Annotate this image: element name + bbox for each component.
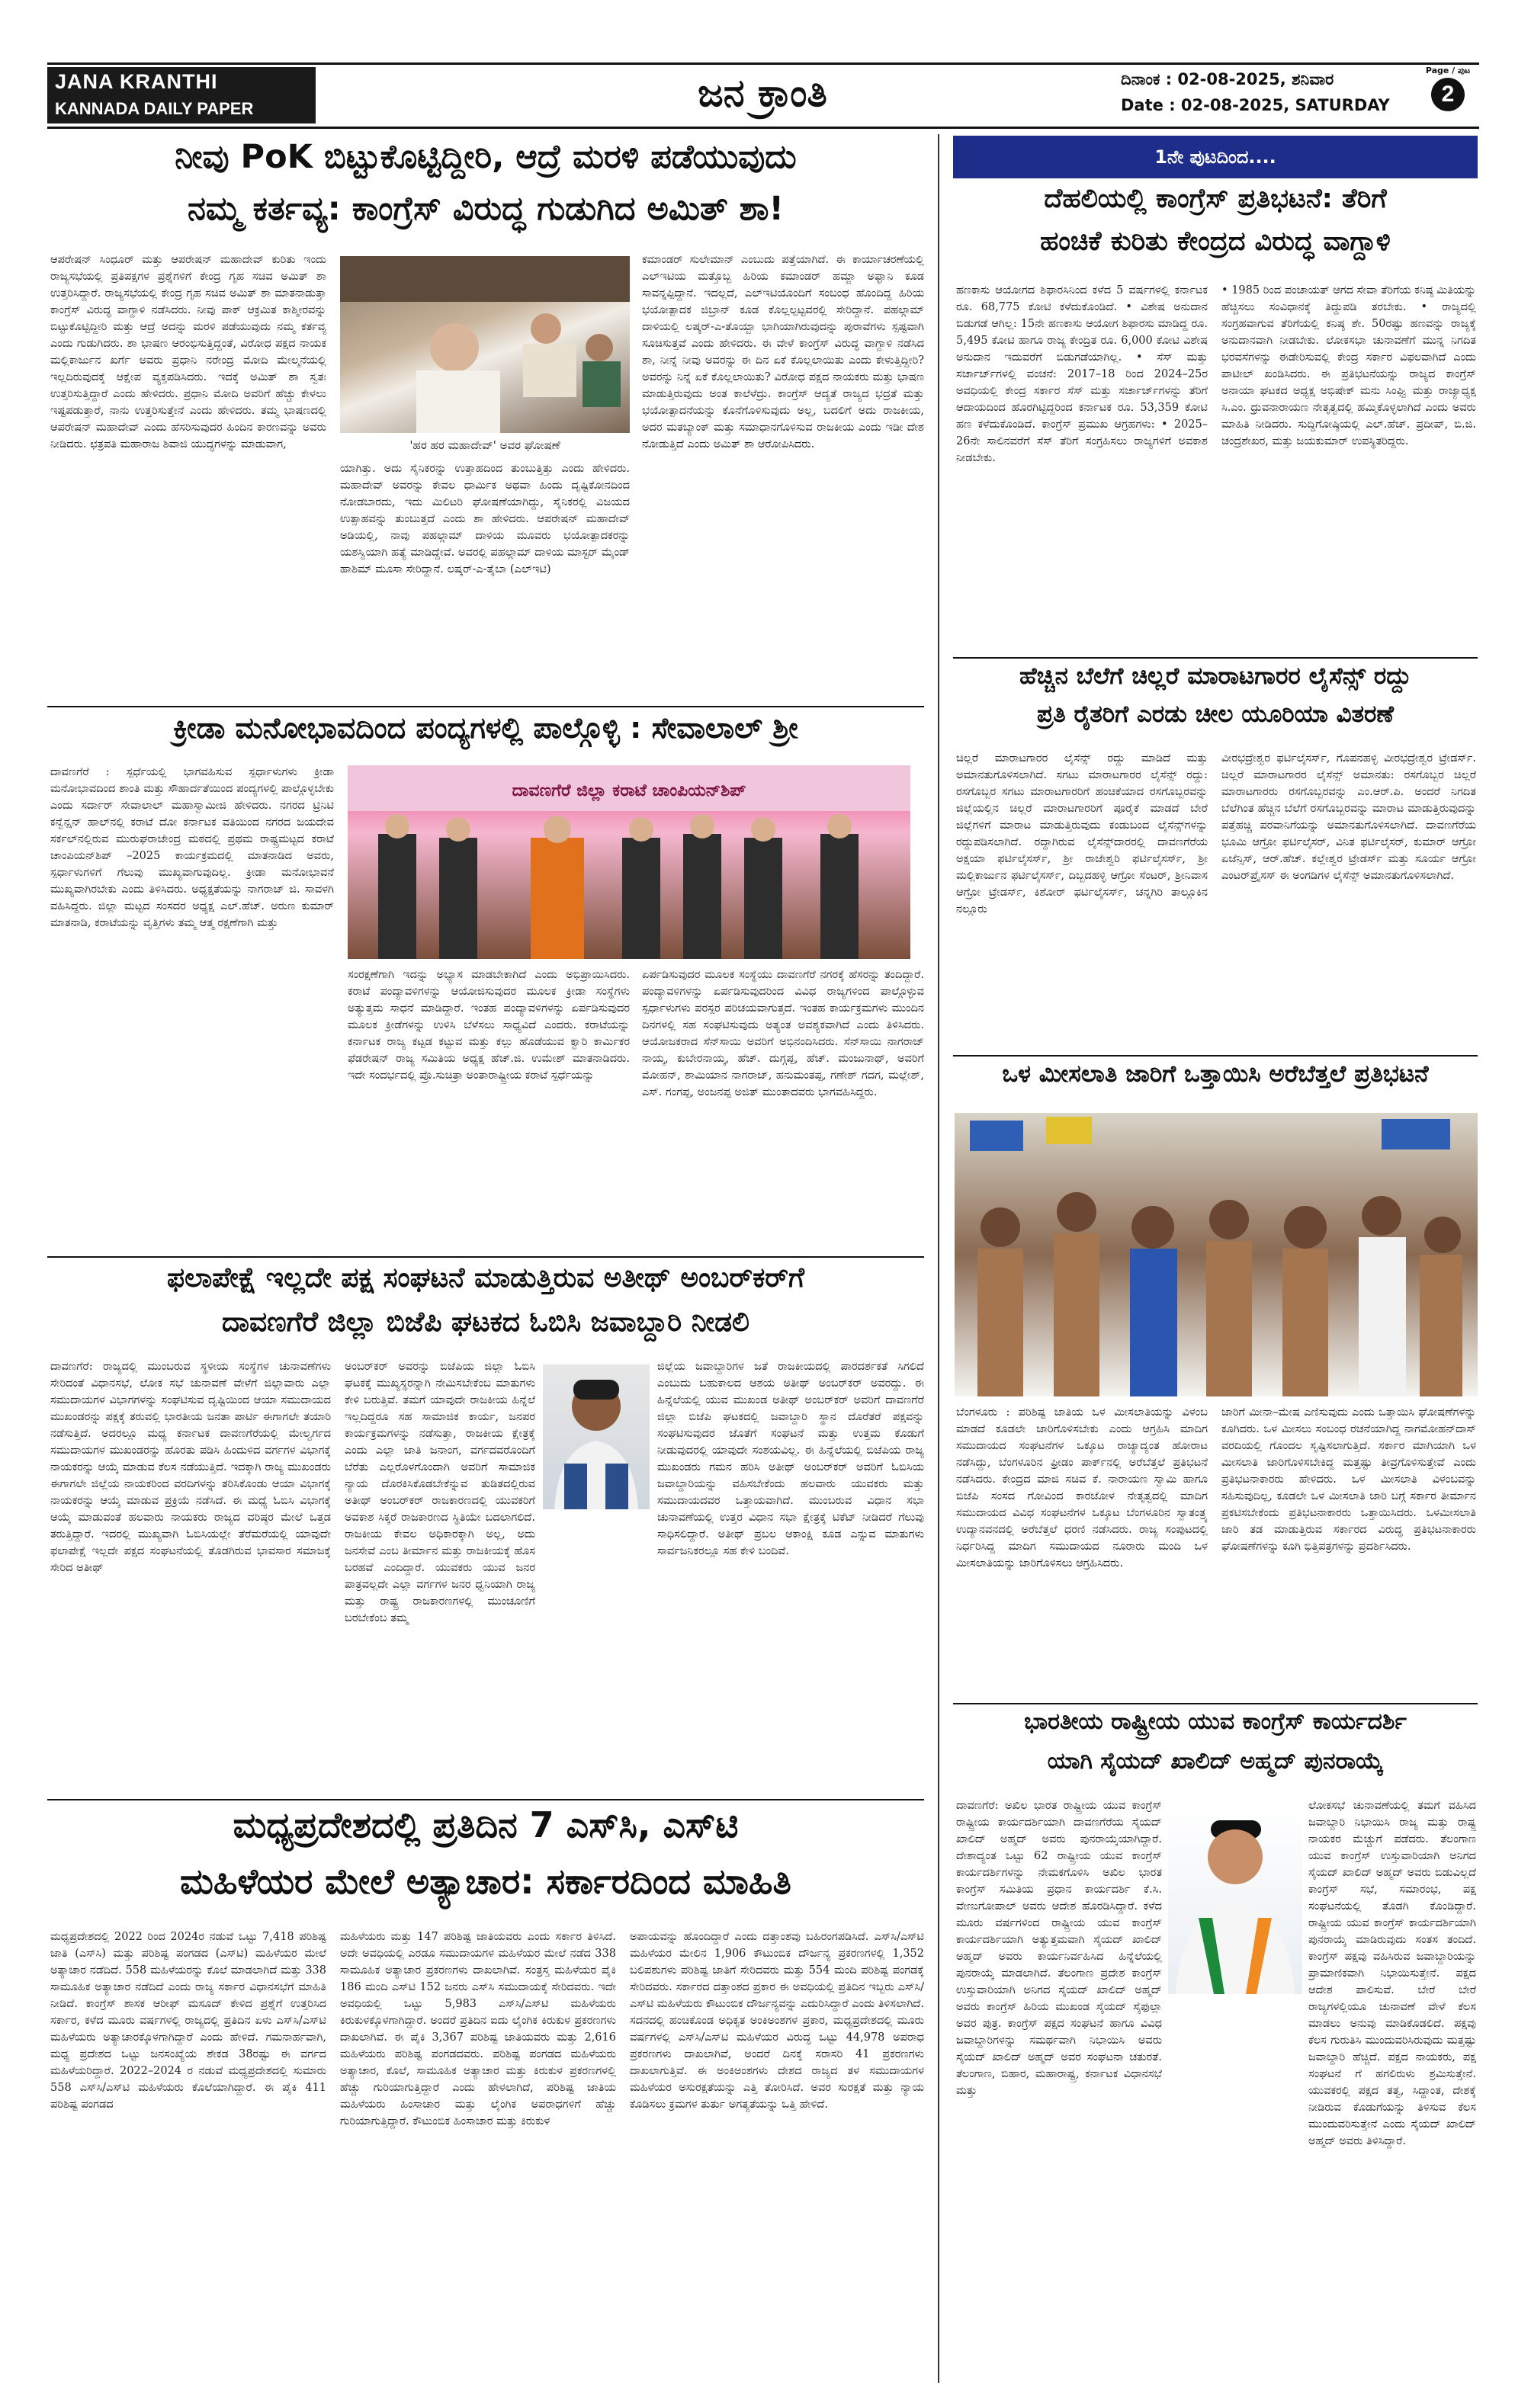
divider (47, 1799, 924, 1800)
bjp-obc-headline-2: ದಾವಣಗೆರೆ ಜಿಲ್ಲಾ ಬಿಜೆಪಿ ಘಟಕದ ಓಬಿಸಿ ಜವಾಬ್ದಾರಿ ನೀಡಲಿ (222, 1307, 749, 1338)
khalid-ahmed-portrait-photo (1168, 1804, 1302, 1994)
mp-col-3: ಅಪಾಯವನ್ನು ಹೊಂದಿದ್ದಾರೆ ಎಂದು ದತ್ತಾಂಶವು ಬಹಿರಂಗಪಡಿಸಿದೆ. ಎಸ್‌ಸಿ/ಎಸ್‌ಟಿ ಮಹಿಳೆಯರ ಮೇಲಿನ 1,906 ಕೌಟುಂಬಿಕ ದೌರ್ಜನ್ಯ ಪ್ರಕರಣಗಳಲ್ಲಿ 1,352 ಬಲಿಪಶುಗಳು ಪರಿಶಿಷ್ಟ ಜಾತಿಗೆ ಸೇರಿದವರು ಮತ್ತು 554 ಮಂದಿ ಪರಿಶಿಷ್ಟ ಪಂಗಡಕ್ಕೆ ಸೇರಿದವರು. ಸರ್ಕಾರದ ದತ್ತಾಂಶದ ಪ್ರಕಾರ ಈ ಅವಧಿಯಲ್ಲಿ ಪ್ರತಿದಿನ ಇಬ್ಬರು ಎಸ್‌ಸಿ/ಎಸ್‌ಟಿ ಮಹಿಳೆಯರು ಕೌಟುಂಬಿಕ ದೌರ್ಜನ್ಯವನ್ನು ಎದುರಿಸಿದ್ದಾರೆ ಎಂದು ತಿಳಿಸಲಾಗಿದೆ. ಸದನದಲ್ಲಿ ಹಂಚಿಕೊಂಡ ಅಧಿಕೃತ ಅಂಕಿಅಂಶಗಳ ಪ್ರಕಾರ, ಮಧ್ಯಪ್ರದೇಶದಲ್ಲಿ ಮೂರು ವರ್ಷಗಳಲ್ಲಿ ಎಸ್‌ಸಿ/ಎಸ್‌ಟಿ ಮಹಿಳೆಯರ ವಿರುದ್ಧ ಒಟ್ಟು 44,978 ಅಪರಾಧ ಪ್ರಕರಣಗಳು ದಾಖಲಾಗಿವೆ, ಅಂದರೆ ದಿನಕ್ಕೆ ಸರಾಸರಿ 41 ಪ್ರಕರಣಗಳು ದಾಖಲಾಗುತ್ತಿವೆ. ಈ ಅಂಕಿಅಂಶಗಳು ದೇಶದ ರಾಜ್ಯದ ತಳ ಸಮುದಾಯಗಳ ಮಹಿಳೆಯರ ಅಸುರಕ್ಷತೆಯನ್ನು ಎತ್ತಿ ತೋರಿಸಿದೆ. ಅವರ ಸುರಕ್ಷತೆ ಮತ್ತು ನ್ಯಾಯ ಕೊಡಿಸಲು ಕ್ರಮಗಳ ತುರ್ತು ಅಗತ್ಯತೆಯನ್ನು ಒತ್ತಿ ಹೇಳಿದೆ. (630, 1931, 924, 2111)
youth-congress-headline-2: ಯಾಗಿ ಸೈಯದ್ ಖಾಲಿದ್ ಅಹ್ಮದ್ ಪುನರಾಯ್ಕೆ (1047, 1748, 1384, 1775)
amit-shah-headline-1: ನೀವು PoK ಬಿಟ್ಟುಕೊಟ್ಟಿದ್ದೀರಿ, ಆದ್ರೆ ಮರಳಿ ಪಡೆಯುವುದು (175, 138, 797, 176)
delhi-headline-2: ಹಂಚಿಕೆ ಕುರಿತು ಕೇಂದ್ರದ ವಿರುದ್ಧ ವಾಗ್ದಾಳಿ (1040, 226, 1391, 257)
brand-tagline: KANNADA DAILY PAPER (55, 99, 254, 118)
person-portrait-icon (1168, 1804, 1302, 1994)
continued-from-page-1-bar: 1ನೇ ಪುಟದಿಂದ.... (953, 136, 1478, 178)
parliament-scene-icon (340, 256, 630, 433)
bjp-obc-col-3: ಜಿಲ್ಲೆಯ ಜವಾಬ್ದಾರಿಗಳ ಜತೆ ರಾಜಕೀಯದಲ್ಲಿ ಪಾರದರ್ಶಕತೆ ಸಿಗಲಿದೆ ಎಂಬುದು ಬಹುಕಾಲದ ಆಶಯ ಅತೀಥ್ ಅಂಬರ್‌ಕರ್ ಅವರದ್ದು. ಈ ಹಿನ್ನೆಲೆಯಲ್ಲಿ ಯುವ ಮುಖಂಡ ಅತೀಥ್ ಅಂಬರ್‌ಕರ್ ಅವರಿಗೆ ದಾವಣಗೆರೆ ಜಿಲ್ಲಾ ಬಿಜೆಪಿ ಘಟಕದಲ್ಲಿ ಜವಾಬ್ದಾರಿ ಸ್ಥಾನ ದೊರೆತರೆ ಪಕ್ಷವನ್ನು ಸಂಘಟಿಸುವುದರ ಜೊತೆಗೆ ಸಂಘಟನೆ ಮತ್ತು ಉತ್ತಮ ಕೊಡುಗೆ ನೀಡುವುದರಲ್ಲಿ ಯಾವುದೇ ಸಂಶಯವಿಲ್ಲ. ಈ ಹಿನ್ನೆಲೆಯಲ್ಲಿ ಬಿಜೆಪಿಯ ರಾಜ್ಯ ಮುಖಂಡರು ಗಮನ ಹರಿಸಿ ಅತೀಥ್ ಅಂಬರ್‌ಕರ್ ಅವರಿಗೆ ಓಬಿಸಿಯ ಜವಾಬ್ದಾರಿಯನ್ನು ವಹಿಸಬೇಕೆಂದು ಹಲವಾರು ಯುವಕರು ಮತ್ತು ಸಮುದಾಯದವರ ಒತ್ತಾಯವಾಗಿದೆ. ಮುಂಬರುವ ವಿಧಾನ ಸಭಾ ಚುನಾವಣೆಯಲ್ಲಿ ಉತ್ತರ ವಿಧಾನ ಸಭಾ ಕ್ಷೇತ್ರಕ್ಕೆ ಟಿಕೆಟ್ ನೀಡಿದರೆ ಗೆಲುವು ಸಾಧಿಸಲಿದ್ದಾರೆ. ಅತೀಥ್ ಪ್ರಬಲ ಆಕಾಂಕ್ಷಿ ಕೂಡ ಎನ್ನುವ ಮಾತುಗಳು ಸಾರ್ವಜನಿಕರಲ್ಲೂ ಸಹ ಕೇಳಿ ಬಂದಿವೆ. (657, 1361, 924, 1557)
youth-congress-col-1: ದಾವಣಗೆರೆ: ಅಖಿಲ ಭಾರತ ರಾಷ್ಟ್ರೀಯ ಯುವ ಕಾಂಗ್ರೆಸ್ ರಾಷ್ಟ್ರೀಯ ಕಾರ್ಯದರ್ಶಿಯಾಗಿ ದಾವಣಗೆರೆಯ ಸೈಯದ್ ಖಾಲಿದ್ ಅಹ್ಮದ್ ಅವರು ಪುನರಾಯ್ಕೆಯಾಗಿದ್ದಾರೆ. ದೇಶಾದ್ಯಂತ ಒಟ್ಟು 62 ರಾಷ್ಟ್ರೀಯ ಯುವ ಕಾಂಗ್ರೆಸ್ ಕಾರ್ಯದರ್ಶಿಗಳನ್ನು ನೇಮಕಗೊಳಿಸಿ ಅಖಿಲ ಭಾರತ ಕಾಂಗ್ರೆಸ್ ಸಮಿತಿಯ ಪ್ರಧಾನ ಕಾರ್ಯದರ್ಶಿ ಕೆ.ಸಿ. ವೇಣುಗೋಪಾಲ್ ಅವರು ಆದೇಶ ಹೊರಡಿಸಿದ್ದಾರೆ. ಕಳೆದ ಮೂರು ವರ್ಷಗಳಿಂದ ರಾಷ್ಟ್ರೀಯ ಯುವ ಕಾಂಗ್ರೆಸ್ ಕಾರ್ಯದರ್ಶಿಯಾಗಿ ಅತ್ಯುತ್ತಮವಾಗಿ ಸೈಯದ್ ಖಾಲಿದ್ ಅಹ್ಮದ್ ಅವರು ಕಾರ್ಯನಿರ್ವಹಿಸಿದ ಹಿನ್ನೆಲೆಯಲ್ಲಿ ಪುನರಾಯ್ಕೆ ಮಾಡಲಾಗಿದೆ. ತೆಲಂಗಾಣ ಪ್ರದೇಶ ಕಾಂಗ್ರೆಸ್ ಉಸ್ತುವಾರಿಯಾಗಿ ಅನಿಗದ ಸೈಯದ್ ಖಾಲಿದ್ ಅಹ್ಮದ್ ಅವರು ಕಾಂಗ್ರೆಸ್ ಹಿರಿಯ ಮುಖಂಡ ಸೈಯದ್ ಸೈಫುಲ್ಲಾ ಅವರ ಪುತ್ರ. ಕಾಂಗ್ರೆಸ್ ಪಕ್ಷದ ಸಂಘಟನೆ ಹಾಗೂ ವಿವಿಧ ಜವಾಬ್ದಾರಿಗಳನ್ನು ಸಮರ್ಥವಾಗಿ ನಿಭಾಯಿಸಿ ಅವರು ಸೈಯದ್ ಖಾಲಿದ್ ಅಹ್ಮದ್ ಅವರ ಸಂಘಟನಾ ಚತುರತೆ. ತೆಲಂಗಾಣ, ಬಿಹಾರ, ಮಹಾರಾಷ್ಟ್ರ, ಕರ್ನಾಟಕ ವಿಧಾನಸಭೆ ಮತ್ತು (956, 1800, 1162, 2097)
divider (953, 1055, 1478, 1057)
amit-shah-caption: 'ಹರ ಹರ ಮಹಾದೇವ್' ಅವರ ಘೋಷಣೆ (409, 438, 560, 452)
person-portrait-icon (543, 1364, 650, 1509)
delhi-col-1: ಹಣಕಾಸು ಆಯೋಗದ ಶಿಫಾರಸಿನಿಂದ ಕಳೆದ 5 ವರ್ಷಗಳಲ್ಲಿ ಕರ್ನಾಟಕ ರೂ. 68,775 ಕೋಟಿ ಕಳೆದುಕೊಂಡಿದೆ. • ವಿಶೇಷ ಅನುದಾನ ಬಿಡುಗಡೆ ಆಗಿಲ್ಲ: 15ನೇ ಹಣಕಾಸು ಆಯೋಗ ಶಿಫಾರಸು ಮಾಡಿದ್ದ ರೂ. 5,495 ಕೋಟಿ ಹಾಗೂ ರಾಜ್ಯ ಕೇಂದ್ರಿತ ರೂ. 6,000 ಕೋಟಿ ವಿಶೇಷ ಅನುದಾನ ಇದುವರೆಗೆ ಬಿಡುಗಡೆಯಾಗಿಲ್ಲ. • ಸೆಸ್ ಮತ್ತು ಸರ್ಚಾರ್ಜ್‌ಗಳಲ್ಲಿ ವಂಚನೆ: 2017–18 ರಿಂದ 2024–25ರ ಅವಧಿಯಲ್ಲಿ ಕೇಂದ್ರ ಸರ್ಕಾರ ಸೆಸ್ ಮತ್ತು ಸರ್ಚಾರ್ಜ್‌ಗಳನ್ನು ತೆರಿಗೆ ಆದಾಯದಿಂದ ಹೊರಗಿಟ್ಟಿದ್ದರಿಂದ ಕರ್ನಾಟಕ ರೂ. 53,359 ಕೋಟಿ ಹಣ ಕಳೆದುಕೊಂಡಿದೆ. ಕಾಂಗ್ರೆಸ್ ಪ್ರಮುಖ ಆಗ್ರಹಗಳು: • 2025–26ನೇ ಸಾಲಿನವರೆಗೆ ಸೆಸ್ ತೆರಿಗೆ ಸಂಗ್ರಹಿಸಲು ರಾಜ್ಯಗಳಿಗೆ ಅವಕಾಶ ನೀಡಬೇಕು. (956, 284, 1208, 464)
sports-headline: ಕ್ರೀಡಾ ಮನೋಭಾವದಿಂದ ಪಂದ್ಯಗಳಲ್ಲಿ ಪಾಲ್ಗೊಳ್ಳಿ : ಸೇವಾಲಾಲ್ ಶ್ರೀ (173, 711, 798, 745)
mp-col-1: ಮಧ್ಯಪ್ರದೇಶದಲ್ಲಿ 2022 ರಿಂದ 2024ರ ನಡುವೆ ಒಟ್ಟು 7,418 ಪರಿಶಿಷ್ಟ ಜಾತಿ (ಎಸ್‌ಸಿ) ಮತ್ತು ಪರಿಶಿಷ್ಟ ಪಂಗಡದ (ಎಸ್‌ಟಿ) ಮಹಿಳೆಯರ ಮೇಲೆ ಅತ್ಯಾಚಾರ ನಡೆದಿದೆ. 558 ಮಹಿಳೆಯರನ್ನು ಕೊಲೆ ಮಾಡಲಾಗಿದೆ ಮತ್ತು 338 ಸಾಮೂಹಿಕ ಅತ್ಯಾಚಾರ ನಡೆದಿದೆ ಎಂದು ರಾಜ್ಯ ಸರ್ಕಾರ ವಿಧಾನಸಭೆಗೆ ಮಾಹಿತಿ ನೀಡಿದೆ. ಕಾಂಗ್ರೆಸ್ ಶಾಸಕ ಆರೀಫ್ ಮಸೂದ್ ಕೇಳಿದ ಪ್ರಶ್ನೆಗೆ ಉತ್ತರಿಸಿದ ಸರ್ಕಾರ, ಕಳೆದ ಮೂರು ವರ್ಷಗಳಲ್ಲಿ ರಾಜ್ಯದಲ್ಲಿ ಪ್ರತಿದಿನ ಏಳು ಎಸ್‌ಸಿ/ಎಸ್‌ಟಿ ಮಹಿಳೆಯರು ಅತ್ಯಾಚಾರಕ್ಕೊಳಗಾಗಿದ್ದಾರೆ ಎಂದು ಹೇಳಿದೆ. ಗಮನಾರ್ಹವಾಗಿ, ಮಧ್ಯ ಪ್ರದೇಶದ ಒಟ್ಟು ಜನಸಂಖ್ಯೆಯ ಶೇಕಡ 38ರಷ್ಟು ಈ ವರ್ಗದ ಮಹಿಳೆಯರಿದ್ದಾರೆ. 2022–2024 ರ ನಡುವೆ ಮಧ್ಯಪ್ರದೇಶದಲ್ಲಿ ಸುಮಾರು 558 ಎಸ್‌ಸಿ/ಎಸ್‌ಟಿ ಮಹಿಳೆಯರು ಕೊಲೆಯಾಗಿದ್ದಾರೆ. ಈ ಪೈಕಿ 411 ಪರಿಶಿಷ್ಟ ಪಂಗಡದ (50, 1931, 326, 2111)
amit-shah-headline-2: ನಮ್ಮ ಕರ್ತವ್ಯ: ಕಾಂಗ್ರೆಸ್ ವಿರುದ್ಧ ಗುಡುಗಿದ ಅಮಿತ್ ಶಾ! (188, 190, 784, 228)
protest-photo (955, 1113, 1478, 1396)
divider (953, 657, 1478, 659)
karate-event-scene-icon (348, 765, 910, 959)
atheeth-portrait-photo (543, 1364, 650, 1509)
brand-block (47, 67, 316, 123)
date-english: Date : 02-08-2025, SATURDAY (1121, 96, 1390, 114)
date-kannada: ದಿನಾಂಕ : 02-08-2025, ಶನಿವಾರ (1121, 70, 1334, 88)
divider (953, 1703, 1478, 1704)
sports-banner-text: ದಾವಣಗೆರೆ ಜಿಲ್ಲಾ ಕರಾಟೆ ಚಾಂಪಿಯನ್‌ಶಿಪ್ (512, 781, 746, 800)
page-number-box (1420, 66, 1476, 117)
divider (47, 1256, 924, 1258)
sports-col-3: ಏರ್ಪಡಿಸುವುದರ ಮೂಲಕ ಸಂಸ್ಥೆಯು ದಾವಣಗೆರೆ ನಗರಕ್ಕೆ ಹೆಸರನ್ನು ತಂದಿದ್ದಾರೆ. ಪಂದ್ಯಾವಳಿಗಳನ್ನು ಏರ್ಪಡಿಸುವುದರಿಂದ ವಿವಿಧ ರಾಜ್ಯಗಳಿಂದ ಪಾಲ್ಗೊಳ್ಳುವ ಸ್ಪರ್ಧಾಳುಗಳು ಪರಸ್ಪರ ಪರಿಚಯವಾಗುತ್ತದೆ. ಇಂತಹ ಕಾರ್ಯಕ್ರಮಗಳು ಮುಂದಿನ ದಿನಗಳಲ್ಲಿ ಸಹ ಸಂಘಟಿಸುವುದು ಅತ್ಯಂತ ಅವಶ್ಯಕವಾಗಿದೆ ಎಂದು ತಿಳಿಸಿದರು. ಆಯೋಜಕರಾದ ಸೆನ್‌ಸಾಯಿ ಅವರಿಗೆ ಅಭಿನಂದಿಸಿದರು. ಸೆನ್‌ಸಾಯಿ ನಾಗರಾಜ್ ನಾಯ್ಕ, ಕುಬೇರನಾಯ್ಕ, ಹೆಚ್. ದುಗ್ಗಪ್ಪ, ಹೆಚ್. ಮಂಜುನಾಥ್, ಅವರಿಗೆ ಮೋಹನ್, ಶಾಮಿಯಾನ ನಾಗರಾಜ್, ಹನುಮಂತಪ್ಪ, ಗಣೇಶ್ ಗದಗ, ಮಲ್ಲೇಶ್, ಎಸ್. ಗಂಗಪ್ಪ, ಅಂಜನಪ್ಪ ಅಜಿತ್ ಮುಂತಾದವರು ಭಾಗವಹಿಸಿದ್ದರು. (642, 969, 924, 1098)
bjp-obc-col-2: ಅಂಬರ್‌ಕರ್ ಅವರನ್ನು ಬಿಜೆಪಿಯ ಜಿಲ್ಲಾ ಓಬಿಸಿ ಘಟಕಕ್ಕೆ ಮುಖ್ಯಸ್ಥರನ್ನಾಗಿ ನೇಮಿಸಬೇಕೆಂಬ ಮಾತುಗಳು ಕೇಳಿ ಬರುತ್ತಿವೆ. ತಮಗೆ ಯಾವುದೇ ರಾಜಕೀಯ ಹಿನ್ನೆಲೆ ಇಲ್ಲದಿದ್ದರೂ ಸಹ ಸಾಮಾಜಿಕ ಕಾರ್ಯ, ಜನಪರ ಕಾರ್ಯಕ್ರಮಗಳನ್ನು ನಡೆಸುತ್ತಾ, ರಾಜಕೀಯ ಕ್ಷೇತ್ರಕ್ಕೆ ಎಂದು ಎಲ್ಲಾ ಜಾತಿ ಜನಾಂಗ, ವರ್ಗದವರೊಂದಿಗೆ ಬೆರೆತು ಎಲ್ಲರೊಳಗೊಂದಾಗಿ ಅವರಿಗೆ ಸಾಮಾಜಿಕ ನ್ಯಾಯ ದೊರಕಿಸಿಕೊಡಬೇಕೆನ್ನುವ ತುಡಿತದಲ್ಲಿರುವ ಅತೀಥ್ ಅಂಬರ್‌ಕರ್ ರಾಜಕಾರಣದಲ್ಲಿ ಯುವಕರಿಗೆ ಅವಕಾಶ ಸಿಕ್ಕರೆ ರಾಜಕಾರಣದ ಸ್ಥಿತಿಯೇ ಬದಲಾಗಲಿದೆ. ರಾಜಕೀಯ ಕೇವಲ ಅಧಿಕಾರಕ್ಕಾಗಿ ಅಲ್ಲ, ಅದು ಜನಸೇವೆ ಎಂಬ ತೀರ್ಮಾನ ಮತ್ತು ರಾಜಕೀಯಕ್ಕೆ ಹೊಸ ಬರಹವೆ ಎಂದಿದ್ದಾರೆ. ಯುವಕರು ಯುವ ಜನರ ಪಾತ್ರವಲ್ಲದೇ ಎಲ್ಲಾ ವರ್ಗಗಳ ಜನರ ಧ್ವನಿಯಾಗಿ ರಾಜ್ಯ ಮತ್ತು ರಾಷ್ಟ್ರ ರಾಜಕಾರಣಗಳಲ್ಲಿ ಮುಂಚೂಣಿಗೆ ಬರಬೇಕೆಂಬ ತಮ್ಮ (345, 1361, 535, 1624)
sports-col-1: ದಾವಣಗೆರೆ : ಸ್ಪರ್ಧೆಯಲ್ಲಿ ಭಾಗವಹಿಸುವ ಸ್ಪರ್ಧಾಳುಗಳು ಕ್ರೀಡಾ ಮನೋಭಾವದಿಂದ ಶಾಂತಿ ಮತ್ತು ಸೌಹಾರ್ದತೆಯಿಂದ ಪಂದ್ಯಗಳಲ್ಲಿ ಪಾಲ್ಗೊಳ್ಳಬೇಕು ಎಂದು ಸರ್ದಾರ್ ಸೇವಾಲಾಲ್ ಮಹಾಸ್ವಾಮೀಜಿ ಹೇಳಿದರು. ನಗರದ ಟ್ರಿನಿಟಿ ಕನ್ವೆನ್ಷನ್ ಹಾಲ್‌ನಲ್ಲಿ ಕರಾಟೆ ದೋ ಕರ್ನಾಟಕ ವತಿಯಿಂದ ನಗರದ ಜಯದೇವ ಸರ್ಕಲ್‌ನಲ್ಲಿರುವ ಮುರುಘರಾಜೇಂದ್ರ ಮಠದಲ್ಲಿ ಪ್ರಥಮ ರಾಷ್ಟ್ರಮಟ್ಟದ ಕರಾಟೆ ಚಾಂಪಿಯನ್‌ಶಿಪ್ –2025 ಕಾರ್ಯಕ್ರಮದಲ್ಲಿ ಮಾತನಾಡಿದ ಅವರು, ಸ್ಪರ್ಧಾಳುಗಳಿಗೆ ಗೆಲುವು ಮುಖ್ಯವಾಗುವುದಿಲ್ಲ. ಕ್ರೀಡಾ ಮನೋಭಾವನೆ ಮುಖ್ಯವಾಗಿರಬೇಕು ಎಂದು ತಿಳಿಸಿದರು. ಅಧ್ಯಕ್ಷತೆಯನ್ನು ನಾಗರಾಜ್ ಜಿ. ಸಾವಳಗಿ ವಹಿಸಿದ್ದರು. ಜಿಲ್ಲಾ ಮಟ್ಟದ ಸಂಸದರ ಅಧ್ಯಕ್ಷ ಎಲ್.ಹೆಚ್. ಅರುಣ ಕುಮಾರ್ ಮಾತನಾಡಿ, ಕರಾಟೆಯನ್ನು ವೃತ್ತಿಗಳು ತಮ್ಮ ಆತ್ಮ ರಕ್ಷಣೆಗಾಗಿ ಮತ್ತು (50, 766, 334, 929)
youth-congress-col-2: ಲೋಕಸಭೆ ಚುನಾವಣೆಯಲ್ಲಿ ತಮಗೆ ವಹಿಸಿದ ಜವಾಬ್ದಾರಿ ನಿಭಾಯಿಸಿ ರಾಜ್ಯ ಮತ್ತು ರಾಷ್ಟ್ರ ನಾಯಕರ ಮೆಚ್ಚುಗೆ ಪಡೆದರು. ತೆಲಂಗಾಣ ಯುವ ಕಾಂಗ್ರೆಸ್ ಉಸ್ತುವಾರಿಯಾಗಿ ಅನಿಗದ ಸೈಯದ್ ಖಾಲಿದ್ ಅಹ್ಮದ್ ಅವರು ಬಿಡುವಿಲ್ಲದೆ ಕಾಂಗ್ರೆಸ್ ಸಭೆ, ಸಮಾರಂಭ, ಪಕ್ಷ ಸಂಘಟನೆಯಲ್ಲಿ ತೊಡಗಿ ಕೊಂಡಿದ್ದಾರೆ. ರಾಷ್ಟ್ರೀಯ ಯುವ ಕಾಂಗ್ರೆಸ್ ಕಾರ್ಯದರ್ಶಿಯಾಗಿ ಪುನರಾಯ್ಕೆ ಮಾಡಿರುವುದು ಸಂತಸ ತಂದಿದೆ. ಕಾಂಗ್ರೆಸ್ ಪಕ್ಷವು ವಹಿಸಿರುವ ಜವಾಬ್ದಾರಿಯನ್ನು ಪ್ರಾಮಾಣಿಕವಾಗಿ ನಿಭಾಯಿಸುತ್ತೇನೆ. ಪಕ್ಷದ ಆದೇಶ ಪಾಲಿಸುವೆ. ಬೇರೆ ಬೇರೆ ರಾಜ್ಯಗಳಲ್ಲಿಯೂ ಚುನಾವಣೆ ವೇಳೆ ಕೆಲಸ ಮಾಡಲು ಅನುವು ಮಾಡಿಕೊಡಲಿದೆ. ಪಕ್ಷವು ಕೆಲಸ ಗುರುತಿಸಿ ಮುಂದುವರಿಸಿರುವುದು ಮತ್ತಷ್ಟು ಜವಾಬ್ದಾರಿ ಹೆಚ್ಚಿದೆ. ಪಕ್ಷದ ನಾಯಕರು, ಪಕ್ಷ ಸಂಘಟನೆ ಗೆ ಹಗಲಿರುಳು ಶ್ರಮಿಸುತ್ತೇನೆ. ಯುವಕರಲ್ಲಿ ಪಕ್ಷದ ತತ್ವ, ಸಿದ್ಧಾಂತ, ದೇಶಕ್ಕೆ ನೀಡಿರುವ ಕೊಡುಗೆಯನ್ನು ತಿಳಿಸುವ ಕೆಲಸ ಮುಂದುವರಿಸುತ್ತೇನೆ ಎಂದು ಸೈಯದ್ ಖಾಲಿದ್ ಅಹ್ಮದ್ ಅವರು ತಿಳಿಸಿದ್ದಾರೆ. (1308, 1800, 1476, 2147)
mp-headline-1: ಮಧ್ಯಪ್ರದೇಶದಲ್ಲಿ ಪ್ರತಿದಿನ 7 ಎಸ್‌ಸಿ, ಎಸ್‌ಟಿ (233, 1804, 739, 1845)
fertilizer-col-1: ಚಿಲ್ಲರೆ ಮಾರಾಟಗಾರರ ಲೈಸೆನ್ಸ್ ರದ್ದು ಮಾಡಿದೆ ಮತ್ತು ಅಮಾನತುಗೊಳಿಸಲಾಗಿದೆ. ಸಗಟು ಮಾರಾಟಗಾರರ ಲೈಸೆನ್ಸ್ ರದ್ದು: ರಸಗೊಬ್ಬರ ಸಗಟು ಮಾರಾಟಗಾರರಿಗೆ ಹಂಚಿಕೆಯಾದ ರಸಗೊಬ್ಬರವನ್ನು ಜಿಲ್ಲೆಯಲ್ಲಿನ ಚಿಲ್ಲರೆ ಮಾರಾಟಗಾರರಿಗೆ ಪೂರೈಕೆ ಮಾಡದೆ ಬೇರೆ ಜಿಲ್ಲೆಗಳಿಗೆ ಮಾರಾಟ ಮಾಡುತ್ತಿರುವುದು ಕಂಡುಬಂದ ಲೈಸೆನ್ಸ್‌ಗಳನ್ನು ರದ್ದುಪಡಿಸಲಾಗಿದೆ. ರದ್ದಾಗಿರುವ ಲೈಸೆನ್ಸ್‌ದಾರರಲ್ಲಿ ದಾವಣಗೆರೆಯ ಅಕ್ಷಯಾ ಫರ್ಟಿಲೈಸರ್ಸ್, ಶ್ರೀ ರಾಜೇಶ್ವರಿ ಫರ್ಟಿಲೈಸರ್ಸ್, ಶ್ರೀ ಮಲ್ಲಿಕಾರ್ಜುನ ಫರ್ಟಿಲೈಸರ್ಸ್, ದಿಬ್ಬದಹಳ್ಳಿ ಆಗ್ರೋ ಸೆಂಟರ್, ಶ್ರೀನಿವಾಸ ಆಗ್ರೋ ಟ್ರೇಡರ್ಸ್, ಕಿಶೋರ್ ಫರ್ಟಿಲೈಸರ್ಸ್, ಚನ್ನಗಿರಿ ತಾಲ್ಲೂಕಿನ ನಲ್ಲೂರು (956, 752, 1208, 915)
newspaper-logo: ಜನ ಕ್ರಾಂತಿ (698, 71, 827, 115)
amit-shah-col-1: ಆಪರೇಷನ್ ಸಿಂಧೂರ್ ಮತ್ತು ಆಪರೇಷನ್ ಮಹಾದೇವ್ ಕುರಿತು ಇಂದು ರಾಜ್ಯಸಭೆಯಲ್ಲಿ ಪ್ರತಿಪಕ್ಷಗಳ ಪ್ರಶ್ನೆಗಳಿಗೆ ಕೇಂದ್ರ ಗೃಹ ಸಚಿವ ಅಮಿತ್ ಶಾ ಉತ್ತರಿಸಿದ್ದಾರೆ. ರಾಜ್ಯಸಭೆಯಲ್ಲಿ ಕೇಂದ್ರ ಗೃಹ ಸಚಿವ ಅಮಿತ್ ಶಾ ಮಾತನಾಡುತ್ತಾ ಕಾಂಗ್ರೆಸ್ ವಿರುದ್ಧ ವಾಗ್ದಾಳಿ ನಡೆಸಿದರು. ನೀವು ಪಾಕ್ ಆಕ್ರಮಿತ ಕಾಶ್ಮೀರವನ್ನು ಬಿಟ್ಟುಕೊಟ್ಟಿದ್ದೀರಿ ಮತ್ತು ಆದ್ರೆ ಅದನ್ನು ಮರಳಿ ಪಡೆಯುವುದು ನಮ್ಮ ಕರ್ತವ್ಯ ಎಂದು ಗುಡುಗಿದರು. ಶಾ ಭಾಷಣ ಆರಂಭಿಸುತ್ತಿದ್ದಂತೆ, ವಿರೋಧ ಪಕ್ಷದ ನಾಯಕ ಮಲ್ಲಿಕಾರ್ಜುನ ಖರ್ಗೆ ಅವರು ಪ್ರಧಾನಿ ನರೇಂದ್ರ ಮೋದಿ ಮೇಲ್ಮನೆಯಲ್ಲಿ ಇಲ್ಲದಿರುವುದಕ್ಕೆ ಆಕ್ಷೇಪ ವ್ಯಕ್ತಪಡಿಸಿದರು. ಇದಕ್ಕೆ ಅಮಿತ್ ಶಾ ಸ್ವತಃ ಉತ್ತರಿಸುತ್ತಿದ್ದಾರೆ ಎಂದು ಹೇಳಿದರು. ಪ್ರಧಾನಿ ಮೋದಿ ಅವರಿಗೆ ಹೆಚ್ಚು ಕೇಳಲು ಇಷ್ಟಪಡುತ್ತಾರೆ, ನಾನು ಉತ್ತರಿಸುತ್ತೇನೆ ಎಂದು ಹೇಳಿದರು. ತಮ್ಮ ಭಾಷಣದಲ್ಲಿ ಆಪರೇಷನ್ ಮಹಾದೇವ್ ಎಂದು ಹೆಸರಿಸುವುದರ ಹಿಂದಿನ ಕಾರಣವನ್ನು ಅವರು ನೀಡಿದರು. ಛತ್ರಪತಿ ಮಹಾರಾಜ ಶಿವಾಜಿ ಯುದ್ಧಗಳನ್ನು ಮಾಡುವಾಗ, (50, 254, 326, 450)
amit-shah-photo (340, 256, 630, 433)
section-divider (938, 134, 939, 2383)
protest-crowd-scene-icon (955, 1113, 1478, 1396)
delhi-headline-1: ದೆಹಲಿಯಲ್ಲಿ ಕಾಂಗ್ರೆಸ್ ಪ್ರತಿಭಟನೆ: ತೆರಿಗೆ (1044, 184, 1387, 214)
mp-col-2: ಮಹಿಳೆಯರು ಮತ್ತು 147 ಪರಿಶಿಷ್ಟ ಜಾತಿಯವರು ಎಂದು ಸರ್ಕಾರ ತಿಳಿಸಿದೆ. ಅದೇ ಅವಧಿಯಲ್ಲಿ ಎರಡೂ ಸಮುದಾಯಗಳ ಮಹಿಳೆಯರ ಮೇಲೆ ನಡೆದ 338 ಸಾಮೂಹಿಕ ಅತ್ಯಾಚಾರ ಪ್ರಕರಣಗಳು ದಾಖಲಾಗಿವೆ. ಸಂತ್ರಸ್ತ ಮಹಿಳೆಯರ ಪೈಕಿ 186 ಮಂದಿ ಎಸ್‌ಟಿ 152 ಜನರು ಎಸ್‌ಸಿ ಸಮುದಾಯಕ್ಕೆ ಸೇರಿದವರು. ಇದೇ ಅವಧಿಯಲ್ಲಿ ಒಟ್ಟು 5,983 ಎಸ್‌ಸಿ/ಎಸ್‌ಟಿ ಮಹಿಳೆಯರು ಕಿರುಕುಳಕ್ಕೊಳಗಾಗಿದ್ದಾರೆ. ಅಂದರೆ ಪ್ರತಿದಿನ ಐದು ಲೈಂಗಿಕ ಕಿರುಕುಳ ಪ್ರಕರಣಗಳು ದಾಖಲಾಗಿವೆ. ಈ ಪೈಕಿ 3,367 ಪರಿಶಿಷ್ಟ ಜಾತಿಯವರು ಮತ್ತು 2,616 ಮಹಿಳೆಯರು ಪರಿಶಿಷ್ಟ ಪಂಗಡದವರು. ಪರಿಶಿಷ್ಟ ಪಂಗಡದ ಮಹಿಳೆಯರು ಅತ್ಯಾಚಾರ, ಕೊಲೆ, ಸಾಮೂಹಿಕ ಅತ್ಯಾಚಾರ ಮತ್ತು ಕಿರುಕುಳ ಪ್ರಕರಣಗಳಲ್ಲಿ ಹೆಚ್ಚು ಗುರಿಯಾಗುತ್ತಿದ್ದಾರೆ ಎಂದು ಹೇಳಲಾಗಿದೆ, ಪರಿಶಿಷ್ಟ ಜಾತಿಯ ಮಹಿಳೆಯರು ಹಿಂಸಾಚಾರ ಮತ್ತು ಲೈಂಗಿಕ ಅಪರಾಧಗಳಿಗೆ ಹೆಚ್ಚು ಗುರಿಯಾಗುತ್ತಿದ್ದಾರೆ. ಕೌಟುಂಬಿಕ ಹಿಂಸಾಚಾರ ಮತ್ತು ಕಿರುಕುಳ (340, 1931, 616, 2127)
reservation-headline: ಒಳ ಮೀಸಲಾತಿ ಜಾರಿಗೆ ಒತ್ತಾಯಿಸಿ ಅರೆಬೆತ್ತಲೆ ಪ್ರತಿಭಟನೆ (1002, 1060, 1429, 1088)
reservation-col-1: ಬೆಂಗಳೂರು : ಪರಿಶಿಷ್ಟ ಜಾತಿಯ ಒಳ ಮೀಸಲಾತಿಯನ್ನು ವಿಳಂಬ ಮಾಡದೆ ಕೂಡಲೇ ಜಾರಿಗೊಳಿಸಬೇಕು ಎಂದು ಆಗ್ರಹಿಸಿ ಮಾದಿಗ ಸಮುದಾಯದ ಸಂಘಟನೆಗಳ ಒಕ್ಕೂಟ ರಾಜ್ಯಾದ್ಯಂತ ಹೋರಾಟ ನಡೆಸಿದ್ದು, ಬೆಂಗಳೂರಿನ ಫ್ರೀಡಂ ಪಾರ್ಕ್‌ನಲ್ಲಿ ಅರೆಬೆತ್ತಲೆ ಪ್ರತಿಭಟನೆ ನಡೆಸಿದರು. ಕೇಂದ್ರದ ಮಾಜಿ ಸಚಿವ ಕೆ. ನಾರಾಯಣ ಸ್ವಾಮಿ ಹಾಗೂ ಬಿಜೆಪಿ ಸಂಸದ ಗೋವಿಂದ ಕಾರಜೋಳ ನೇತೃತ್ವದಲ್ಲಿ ಮಾದಿಗ ಸಮುದಾಯದ ವಿವಿಧ ಸಂಘಟನೆಗಳ ಒಕ್ಕೂಟ ಬೆಂಗಳೂರಿನ ಸ್ವಾತಂತ್ರ್ಯ ಉದ್ಯಾನವನದಲ್ಲಿ ಅರೆಬೆತ್ತಲೆ ಧರಣಿ ನಡೆಸಿದರು. ರಾಜ್ಯ ಸಂಪುಟದಲ್ಲಿ ನಿರ್ಧರಿಸಿದ್ದ ಮಾದಿಗ ಸಮುದಾಯದ ನೂರಾರು ಮಂದಿ ಒಳ ಮೀಸಲಾತಿಯನ್ನು ಜಾರಿಗೊಳಿಸಲು ಆಗ್ರಹಿಸಿದರು. (956, 1406, 1208, 1570)
reservation-col-2: ಜಾರಿಗೆ ಮೀನಾ–ಮೇಷ ಎಣಿಸುವುದು ಎಂದು ಒತ್ತಾಯಿಸಿ ಘೋಷಣೆಗಳನ್ನು ಕೂಗಿದರು. ಒಳ ಮೀಸಲು ಸಂಬಂಧ ರಚನೆಯಾಗಿದ್ದ ನಾಗಮೋಹನ್‌ದಾಸ್ ವರದಿಯಲ್ಲಿ ಗೊಂದಲ ಸೃಷ್ಟಿಸಲಾಗುತ್ತಿದೆ. ಸರ್ಕಾರ ಮಾಗಿಯಾಗಿ ಒಳ ಮೀಸಲಾತಿ ಜಾರಿಗೊಳಿಸಬೇಕಿದ್ದ ಮತ್ತಷ್ಟು ತೀವ್ರಗೊಳಿಸುತ್ತೇವೆ ಎಂದು ಪ್ರತಿಭಟನಾಕಾರರು ಹೇಳಿದರು. ಒಳ ಮೀಸಲಾತಿ ವಿಳಂಬವನ್ನು ಸಹಿಸುವುದಿಲ್ಲ, ಕೂಡಲೇ ಒಳ ಮೀಸಲಾತಿ ಜಾರಿ ಬಗ್ಗೆ ಸರ್ಕಾರ ತೀರ್ಮಾನ ಪ್ರಕಟಿಸಬೇಕೆಂದು ಪ್ರತಿಭಟನಾಕಾರರು ಒತ್ತಾಯಿಸಿದರು. ಒಳಮೀಸಲಾತಿ ಜಾರಿ ತಡ ಮಾಡುತ್ತಿರುವ ಸರ್ಕಾರದ ವಿರುದ್ಧ ಪ್ರತಿಭಟನಾಕಾರರು ಘೋಷಣೆಗಳನ್ನು ಕೂಗಿ ಭಿತ್ತಿಪತ್ರಗಳನ್ನು ಪ್ರದರ್ಶಿಸಿದರು. (1221, 1406, 1476, 1553)
divider (47, 706, 924, 707)
amit-shah-col-3: ಕಮಾಂಡರ್ ಸುಲೇಮಾನ್ ಎಂಬುದು ಪತ್ತೆಯಾಗಿದೆ. ಈ ಕಾರ್ಯಾಚರಣೆಯಲ್ಲಿ ಎಲ್‌ಇಟಿಯ ಮತ್ತೊಬ್ಬ ಹಿರಿಯ ಕಮಾಂಡರ್ ಹಮ್ಜಾ ಅಫ್ಘಾನಿ ಕೂಡ ಸಾವನ್ನಪ್ಪಿದ್ದಾನೆ. ಇದಲ್ಲದೆ, ಎಲ್‌ಇಟಿಯೊಂದಿಗೆ ಸಂಬಂಧ ಹೊಂದಿದ್ದ ಹಿರಿಯ ಭಯೋತ್ಪಾದಕ ಜಿಬ್ರಾನ್ ಕೂಡ ಕೊಲ್ಲಲ್ಪಟ್ಟವರಲ್ಲಿ ಸೇರಿದ್ದಾನೆ. ಪಹಲ್ಗಾಮ್ ದಾಳಿಯಲ್ಲಿ ಲಷ್ಕರ್-ಎ-ತೊಯ್ಬಾ ಭಾಗಿಯಾಗಿರುವುದನ್ನು ಪುರಾವೆಗಳು ಸ್ಪಷ್ಟವಾಗಿ ಸೂಚಿಸುತ್ತವೆ ಎಂದು ಹೇಳಿದರು. ಈ ವೇಳೆ ಕಾಂಗ್ರೆಸ್ ವಿರುದ್ಧ ವಾಗ್ದಾಳಿ ನಡೆಸಿದ ಶಾ, ನೀನ್ನೆ ನೀವು ಅವರನ್ನು ಈ ದಿನ ಏಕೆ ಕೊಲ್ಲಲಾಯಿತು ಎಂದು ಕೇಳುತ್ತಿದ್ದೀರಿ? ಅವರನ್ನು ನಿನ್ನೆ ಏಕೆ ಕೊಲ್ಲಲಾಯಿತು? ವಿರೋಧ ಪಕ್ಷದ ನಾಯಕರು ಮತ್ತು ಭಾಷಣ ಮಾಡುತ್ತಿರುವುದು ಅಂತ ಕಾಲೆಳೆದ್ರು. ಕಾಂಗ್ರೆಸ್ ಆದ್ಯತೆ ರಾಜ್ಯದ ಭದ್ರತೆ ಮತ್ತು ಭಯೋತ್ಪಾದನೆಯನ್ನು ಕೊನೆಗೊಳಿಸುವುದು ಅಲ್ಲ, ಬದಲಿಗೆ ಅದು ರಾಜಕೀಯ, ಅದರ ಮತಬ್ಯಾಂಕ್ ಮತ್ತು ಸಮಾಧಾನಗೊಳಿಸುವ ರಾಜಕೀಯ ಎಂದು ಇಡೀ ದೇಶ ನೋಡುತ್ತಿದೆ ಎಂದು ಅಮಿತ್ ಶಾ ಆರೋಪಿಸಿದರು. (642, 254, 924, 450)
page-number: 2 (1431, 78, 1465, 111)
amit-shah-col-2: ಯಾಗಿತ್ತು. ಅದು ಸೈನಿಕರನ್ನು ಉತ್ತಾಹದಿಂದ ತುಂಬುತ್ತಿತ್ತು ಎಂದು ಹೇಳಿದರು. ಮಹಾದೇವ್ ಅವರನ್ನು ಕೇವಲ ಧಾರ್ಮಿಕ ಅಥವಾ ಹಿಂದು ದೃಷ್ಟಿಕೋನದಿಂದ ನೋಡಬಾರದು, ಇದು ಮಿಲಿಟರಿ ಘೋಷಣೆಯಾಗಿದ್ದು, ಸೈನಿಕರಲ್ಲಿ ವಿಜಯದ ಉತ್ಸಾಹವನ್ನು ತುಂಬುತ್ತದೆ ಎಂದು ಶಾ ಹೇಳಿದರು. ಆಪರೇಷನ್ ಮಹಾದೇವ್ ಅಡಿಯಲ್ಲಿ, ನಾವು ಪಹಲ್ಗಾಮ್ ದಾಳಿಯ ಮೂವರು ಭಯೋತ್ಪಾದಕರನ್ನು ಯಶಸ್ವಿಯಾಗಿ ಹತ್ಯೆ ಮಾಡಿದ್ದೇವೆ. ಅವರಲ್ಲಿ ಪಹಲ್ಗಾಮ್ ದಾಳಿಯ ಮಾಸ್ಟರ್ ಮೈಂಡ್ ಹಾಶಿಮ್ ಮೂಸಾ ಸೇರಿದ್ದಾನೆ. ಲಷ್ಕರ್-ಎ-ತೈಬಾ (ಎಲ್‌ಇಟಿ) (340, 463, 630, 576)
top-rule (47, 63, 1479, 65)
brand-name: JANA KRANTHI (55, 70, 218, 93)
bjp-obc-col-1: ದಾವಣಗೆರೆ: ರಾಜ್ಯದಲ್ಲಿ ಮುಂಬರುವ ಸ್ಥಳೀಯ ಸಂಸ್ಥೆಗಳ ಚುನಾವಣೆಗಳು ಸೇರಿದಂತೆ ವಿಧಾನಸಭೆ, ಲೋಕ ಸಭೆ ಚುನಾವಣೆ ವೇಳೆಗೆ ಜಿಲ್ಲಾವಾರು ಎಲ್ಲಾ ಸಮುದಾಯಗಳ ವಿಭಾಗಗಳನ್ನು ಸಂಘಟಿಸುವ ದೃಷ್ಟಿಯಿಂದ ಆಯಾ ಸಮುದಾಯದ ಮುಖಂಡರನ್ನು ಪಕ್ಷಕ್ಕೆ ತರುವಲ್ಲಿ ಭಾರತೀಯ ಜನತಾ ಪಾರ್ಟಿ ಈಗಾಗಲೇ ತಯಾರಿ ನಡೆಸುತ್ತಿದೆ. ಅದರಲ್ಲೂ ಮಧ್ಯ ಕರ್ನಾಟಕ ದಾವಣಗೆರೆಯಲ್ಲಿ ಮೇಲ್ವರ್ಗದ ಸಮುದಾಯಗಳ ಮುಖಂಡರನ್ನು ಹೊರತು ಪಡಿಸಿ ಹಿಂದುಳಿದ ವರ್ಗಗಳ ವಿಭಾಗಕ್ಕೆ ನಾಯಕರನ್ನು ಆಯ್ಕೆ ಮಾಡುವ ಕೆಲಸ ನಡೆಯುತ್ತಿದೆ. ಇದಕ್ಕಾಗಿ ರಾಜ್ಯ ಮುಖಂಡರು ಈಗಾಗಲೇ ಜಿಲ್ಲೆಯ ನಾಯಕರಿಂದ ವರದಿಗಳನ್ನು ತರಿಸಿಕೊಂಡು ಆಯಾ ವಿಭಾಗಕ್ಕೆ ನಾಯಕರನ್ನು ಆಯ್ಕೆ ಮಾಡುವ ಪ್ರಕ್ರಿಯೆ ನಡೆಸಿದೆ. ಈ ಮಧ್ಯೆ ಓಬಿಸಿ ವಿಭಾಗಕ್ಕೆ ಆಯ್ಕೆ ಮಾಡುವಂತೆ ಹಲವಾರು ನಾಯಕರು ರಾಜ್ಯದ ವರಿಷ್ಠರ ಮೇಲೆ ಒತ್ತಡ ತರುತ್ತಿದ್ದಾರೆ. ಇದರಲ್ಲಿ ಮುಖ್ಯವಾಗಿ ಓಬಿಸಿಯಲ್ಲೇ ತೆರೆಮರೆಯಲ್ಲಿ ಯಾವುದೇ ಫಲಾಪೇಕ್ಷೆ ಇಲ್ಲದೇ ಪಕ್ಷದ ಸಂಘಟನೆಯಲ್ಲಿ ತೊಡಗಿರುವ ಭಾವಸಾರ ಸಮಾಜಕ್ಕೆ ಸೇರಿದ ಅತೀಥ್ (50, 1361, 331, 1574)
fertilizer-col-2: ವೀರಭದ್ರೇಶ್ವರ ಫರ್ಟಿಲೈಸರ್ಸ್, ಗೊಪನಹಳ್ಳಿ ವೀರಭದ್ರೇಶ್ವರ ಟ್ರೇಡರ್ಸ್. ಚಿಲ್ಲರೆ ಮಾರಾಟಗಾರರ ಲೈಸೆನ್ಸ್ ಅಮಾನತು: ರಸಗೊಬ್ಬರ ಚಿಲ್ಲರೆ ಮಾರಾಟಗಾರರು ರಸಗೊಬ್ಬರವನ್ನು ಎಂ.ಆರ್.ಪಿ. ಅಂದರೆ ನಿಗದಿತ ಬೆಲೆಗಿಂತ ಹೆಚ್ಚಿನ ಬೆಲೆಗೆ ರಸಗೊಬ್ಬರವನ್ನು ಮಾರಾಟ ಮಾಡುತ್ತಿರುವುದನ್ನು ಪತ್ತೆಹಚ್ಚಿ ಪರವಾನಿಗೆಯನ್ನು ಅಮಾನತುಗೊಳಿಸಲಾಗಿದೆ. ದಾವಣಗೆರೆಯ ಭೂಮಿ ಆಗ್ರೋ ಫರ್ಟಿಲೈಸರ್, ವಿನಿತ ಫರ್ಟಿಲೈಸರ್, ಕುಮಾರ್ ಆಗ್ರೋ ಏಜೆನ್ಸಿಸ್, ಆರ್.ಹೆಚ್. ಕಲ್ಲೇಶ್ವರ ಟ್ರೇಡರ್ಸ್ ಮತ್ತು ಸೂರ್ಯ ಆಗ್ರೋ ಎಂಟರ್‌ಪ್ರೈಸಸ್ ಈ ಅಂಗಡಿಗಳ ಲೈಸೆನ್ಸ್ ಅಮಾನತುಗೊಳಿಸಲಾಗಿದೆ. (1221, 752, 1476, 882)
bjp-obc-headline-1: ಫಲಾಪೇಕ್ಷೆ ಇಲ್ಲದೇ ಪಕ್ಷ ಸಂಘಟನೆ ಮಾಡುತ್ತಿರುವ ಅತೀಥ್ ಅಂಬರ್‌ಕರ್‌ಗೆ (167, 1262, 804, 1294)
sports-col-2: ಸಂರಕ್ಷಣೆಗಾಗಿ ಇದನ್ನು ಅಭ್ಯಾಸ ಮಾಡಬೇಕಾಗಿದೆ ಎಂದು ಅಭಿಪ್ರಾಯಿಸಿದರು. ಕರಾಟೆ ಪಂದ್ಯಾವಳಿಗಳನ್ನು ಆಯೋಜಿಸುವುದರ ಮೂಲಕ ಕ್ರೀಡಾ ಸಂಸ್ಥೆಗಳು ಅತ್ಯುತ್ತಮ ಸಾಧನೆ ಮಾಡಿದ್ದಾರೆ. ಇಂತಹ ಪಂದ್ಯಾವಳಿಗಳನ್ನು ಏರ್ಪಡಿಸುವುದರ ಮೂಲಕ ಕ್ರೀಡೆಗಳನ್ನು ಉಳಿಸಿ ಬೆಳೆಸಲು ಸಾಧ್ಯವಿದೆ ಎಂದರು. ಕರಾಟೆಯನ್ನು ಕರ್ನಾಟಕ ರಾಜ್ಯ ಕಟ್ಟಡ ಕಟ್ಟುವ ಮತ್ತು ಕಲ್ಲು ಹೊಡೆಯುವ ಕ್ವಾರಿ ಕಾರ್ಮಿಕರ ಫೆಡರೇಷನ್ ರಾಜ್ಯ ಸಮಿತಿಯ ಅಧ್ಯಕ್ಷ ಹೆಚ್.ಜಿ. ಉಮೇಶ್ ಮಾತನಾಡಿದರು. ಇದೇ ಸಂದರ್ಭದಲ್ಲಿ ಪ್ರೊ.ಸುಚಿತ್ರಾ ಅಂತಾರಾಷ್ಟ್ರೀಯ ಕರಾಟೆ ಸ್ಪರ್ಧೆಯನ್ನು (348, 969, 630, 1082)
youth-congress-headline-1: ಭಾರತೀಯ ರಾಷ್ಟ್ರೀಯ ಯುವ ಕಾಂಗ್ರೆಸ್ ಕಾರ್ಯದರ್ಶಿ (1024, 1708, 1407, 1735)
fertilizer-headline-2: ಪ್ರತಿ ರೈತರಿಗೆ ಎರಡು ಚೀಲ ಯೂರಿಯಾ ವಿತರಣೆ (1037, 701, 1394, 728)
page-label: Page / ಪುಟ (1425, 66, 1471, 75)
delhi-col-2: • 1985 ರಿಂದ ಪಂಚಾಯತ್ ಆಗದ ಸೇವಾ ತೆರಿಗೆಯ ಕನಿಷ್ಠ ಮಿತಿಯನ್ನು ಹೆಚ್ಚಿಸಲು ಸಂವಿಧಾನಕ್ಕೆ ತಿದ್ದುಪಡಿ ತರಬೇಕು. • ರಾಜ್ಯದಲ್ಲಿ ಸಂಗ್ರಹವಾಗುವ ತೆರಿಗೆಯಲ್ಲಿ ಕನಿಷ್ಠ ಶೇ. 50ರಷ್ಟು ಹಣವನ್ನು ರಾಜ್ಯಕ್ಕೆ ಅನುದಾನವಾಗಿ ನೀಡಬೇಕು. ಲೋಕಸಭಾ ಚುನಾವಣೆಗೆ ಮುನ್ನ ನಿಗದಿತ ಭರವಸೆಗಳನ್ನು ಈಡೇರಿಸುವಲ್ಲಿ ಕೇಂದ್ರ ಸರ್ಕಾರ ವಿಫಲವಾಗಿದೆ ಎಂದು ಪಾಟೀಲ್ ಖಂಡಿಸಿದರು. ಈ ಪ್ರತಿಭಟನೆಯನ್ನು ರಾಜ್ಯದ ಕಾಂಗ್ರೆಸ್ ಅನಾಯಾ ಘಟಕದ ಅಧ್ಯಕ್ಷ ಅಭಿಷೇಕ್ ಮನು ಸಿಂಘ್ವಿ ಮತ್ತು ರಾಜ್ಯಾಧ್ಯಕ್ಷ ಸಿ.ಎಂ. ಧ್ರುವನಾರಾಯಣ ನೇತೃತ್ವದಲ್ಲಿ ಹಮ್ಮಿಕೊಳ್ಳಲಾಗಿದೆ ಎಂದು ಅವರು ಮಾಹಿತಿ ನೀಡಿದರು. ಸುದ್ದಿಗೋಷ್ಠಿಯಲ್ಲಿ ಎಲ್.ಹೆಚ್. ಪ್ರದೀಪ್, ಬಿ.ಜಿ. ಚಂದ್ರಶೇಖರ, ಮತ್ತು ಜಯಕುಮಾರ್ ಉಪಸ್ಥಿತರಿದ್ದರು. (1221, 284, 1476, 447)
masthead-bottom-rule (47, 127, 1479, 129)
sports-event-photo (348, 765, 910, 959)
fertilizer-headline-1: ಹೆಚ್ಚಿನ ಬೆಲೆಗೆ ಚಿಲ್ಲರೆ ಮಾರಾಟಗಾರರ ಲೈಸೆನ್ಸ್ ರದ್ದು (1019, 662, 1411, 690)
mp-headline-2: ಮಹಿಳೆಯರ ಮೇಲೆ ಅತ್ಯಾಚಾರ: ಸರ್ಕಾರದಿಂದ ಮಾಹಿತಿ (180, 1861, 791, 1902)
